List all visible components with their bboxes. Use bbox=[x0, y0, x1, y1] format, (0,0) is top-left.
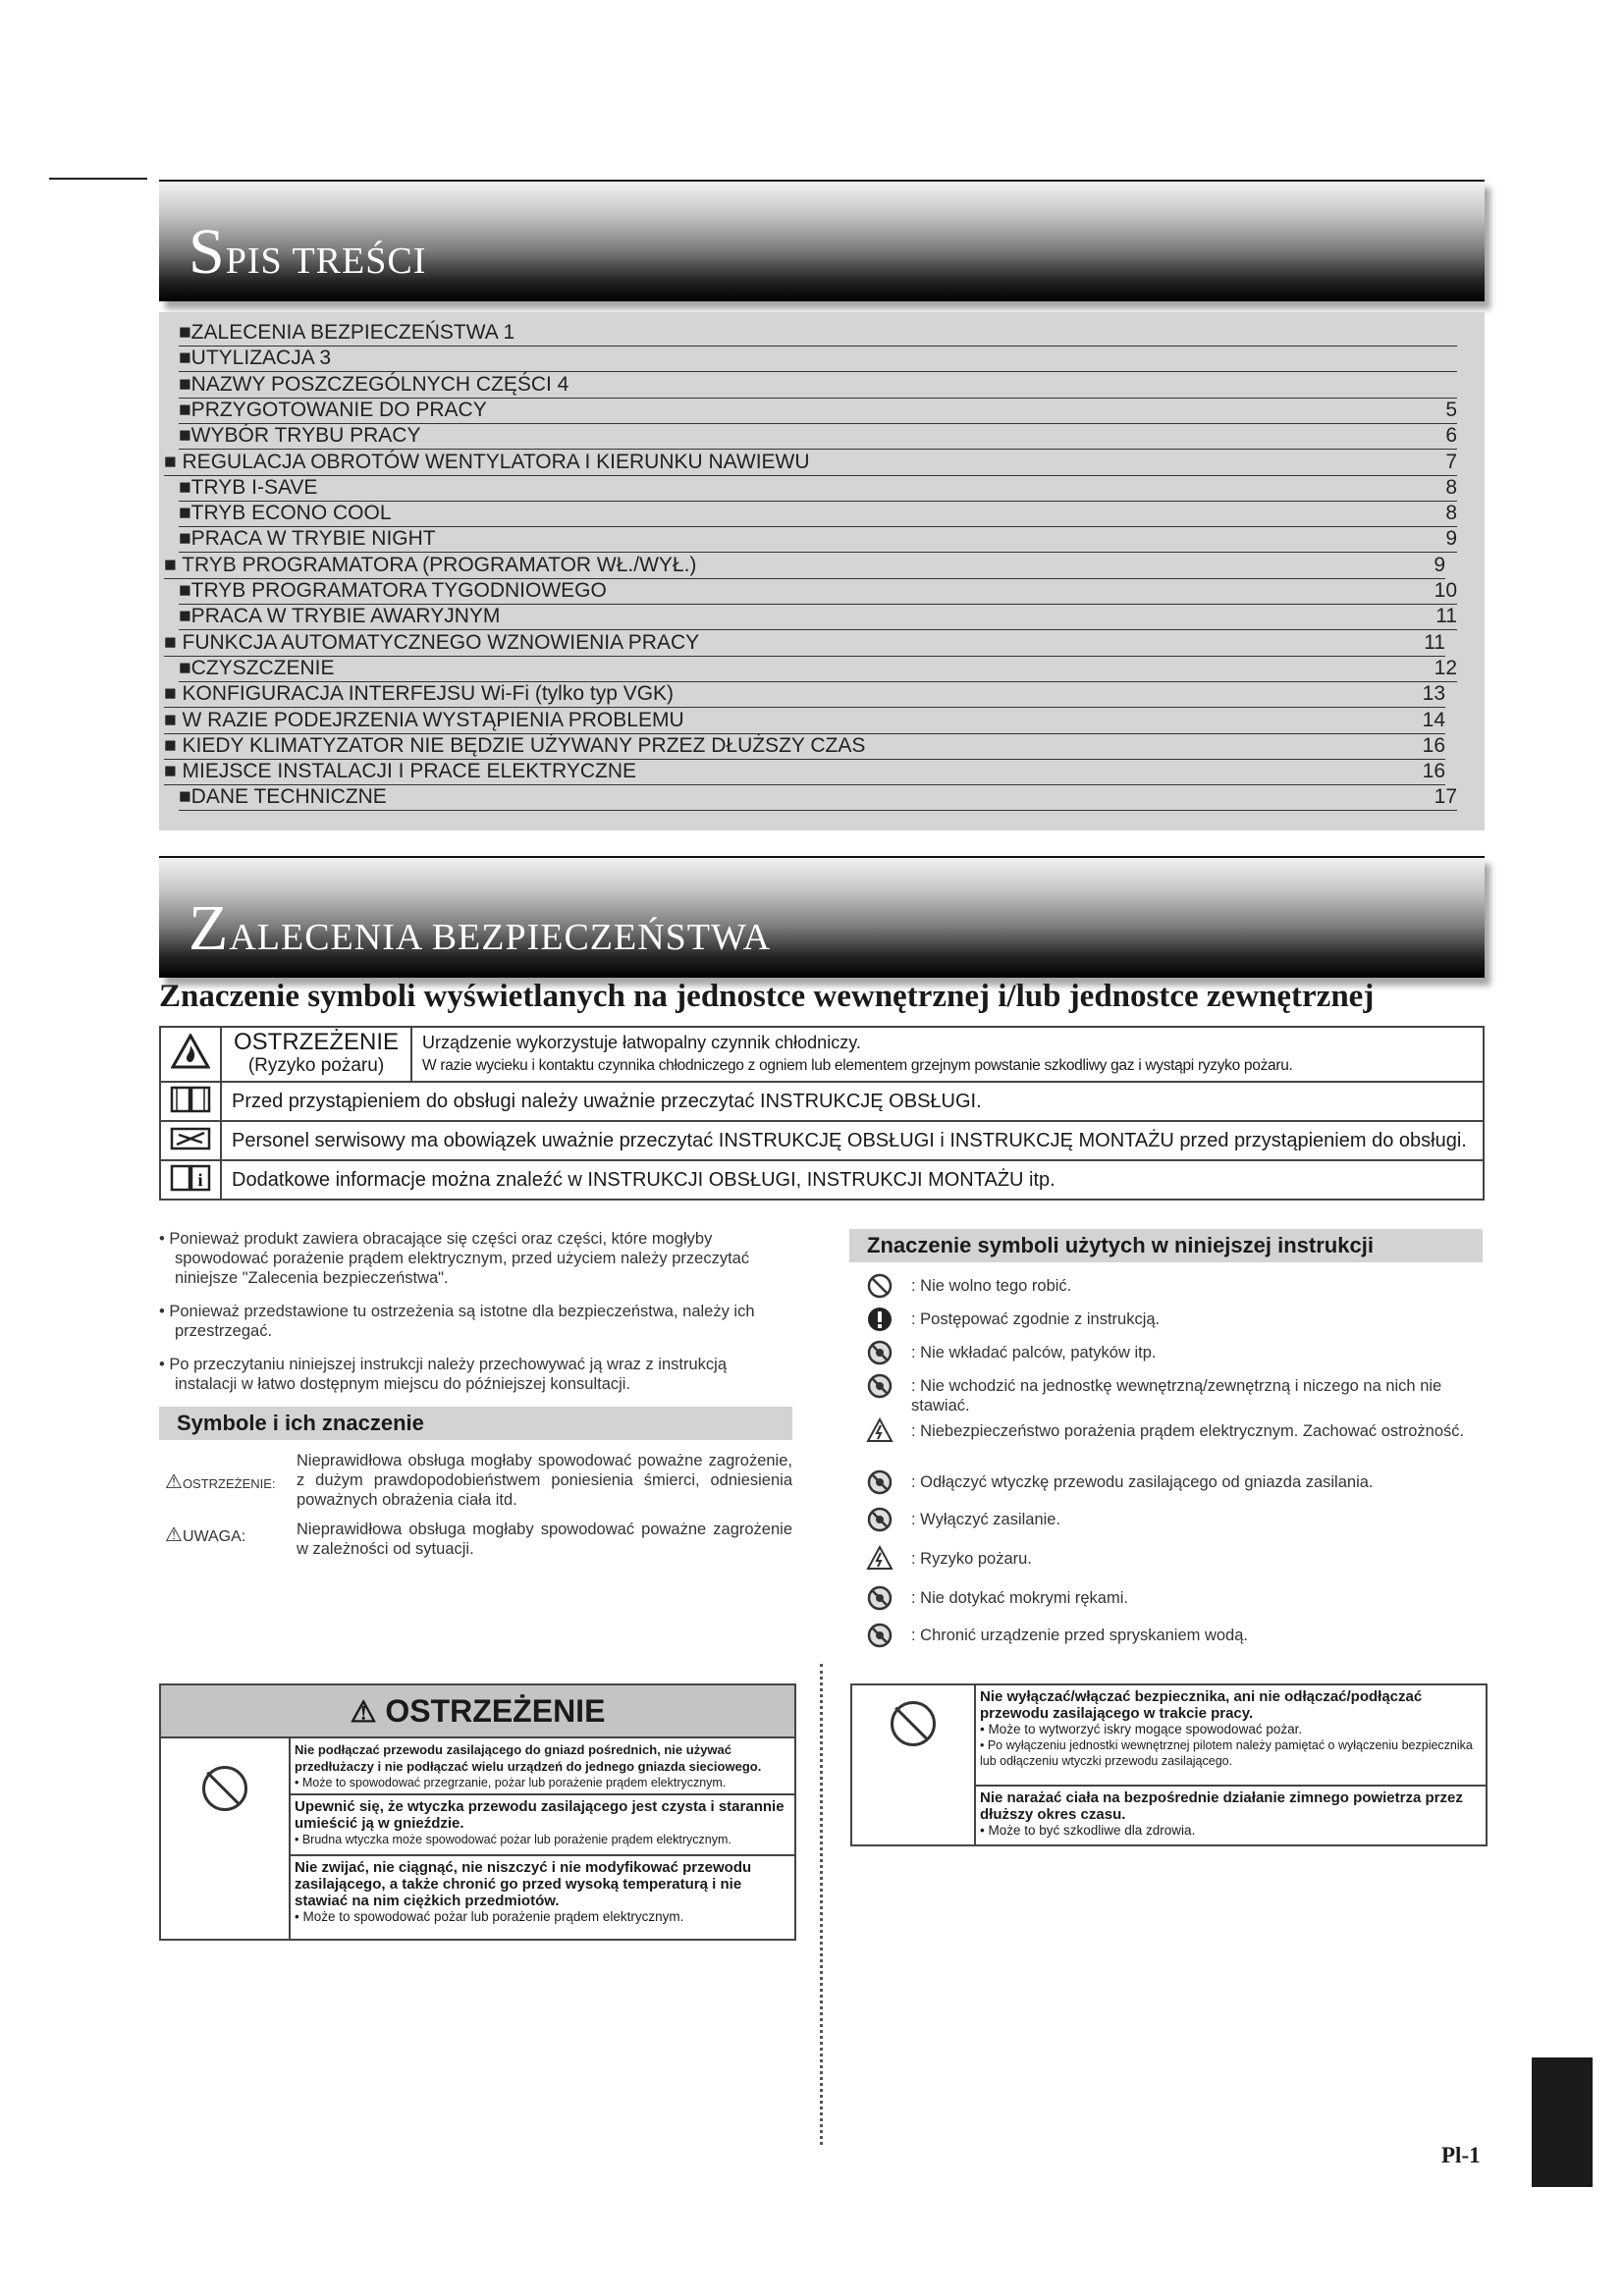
level-caution-text: Nieprawidłowa obsługa mogłaby spowodować poważne zagrożenie w zależności od sytuacji. bbox=[297, 1521, 792, 1558]
level-warning-text: Nieprawidłowa obsługa mogłaby spowodować poważne zagrożenie, z dużym prawdopodobieństwem poniesienia śmierci, odniesienia poważnych obrażenia ciała itd. bbox=[297, 1452, 792, 1509]
instr-symbol-text: : Postępować zgodnie z instrukcją. bbox=[911, 1310, 1161, 1328]
prohibited-icon-cell bbox=[161, 1738, 291, 1939]
toc-item-label: ■ KONFIGURACJA INTERFEJSU Wi-Fi (tylko typ VGK) bbox=[164, 682, 675, 706]
toc-item-page: 7 bbox=[1445, 450, 1457, 473]
toc-item-label: ■CZYSZCZENIE bbox=[179, 656, 335, 679]
manual-book-icon bbox=[160, 1082, 221, 1121]
power-off-icon bbox=[864, 1506, 895, 1537]
toc-item-page: 9 bbox=[1434, 553, 1445, 576]
warning-item: Upewnić się, że wtyczka przewodu zasilającego jest czysta i starannie umieścić ją w gnieździe. • Brudna wtyczka może spowodować pożar lub porażenie prądem elektrycznym. bbox=[295, 1798, 785, 1846]
warning-label-cell: OSTRZEŻENIE (Ryzyko pożaru) bbox=[221, 1027, 411, 1082]
instr-symbol-text: : Ryzyko pożaru. bbox=[911, 1550, 1032, 1568]
bullet-item: • Ponieważ przedstawione tu ostrzeżenia są istotne dla bezpieczeństwa, należy ich przestrzegać. bbox=[159, 1303, 755, 1340]
column-divider bbox=[820, 1664, 823, 2145]
safety-title: ZALECENIA BEZPIECZEŃSTWA bbox=[189, 892, 772, 964]
divider bbox=[289, 1793, 794, 1795]
level-warning-label: ⚠OSTRZEŻENIE: bbox=[165, 1471, 276, 1493]
warning-text-cell: Urządzenie wykorzystuje łatwopalny czynnik chłodniczy. W razie wycieku i kontaktu czynnika chłodniczego z ogniem lub elementem grzejnym powstanie szkodliwy gaz i wystąpi ryzyko pożaru. bbox=[411, 1027, 1484, 1082]
unplug-icon bbox=[864, 1468, 895, 1500]
toc-item[interactable] bbox=[179, 604, 1457, 630]
no-water-spray-icon bbox=[864, 1622, 895, 1653]
toc-title: SPIS TREŚCI bbox=[189, 216, 427, 288]
symbol-table bbox=[159, 1026, 1485, 1201]
warning-box-right bbox=[850, 1683, 1488, 1846]
toc-item-page: 9 bbox=[1445, 527, 1457, 551]
warning-triangle-icon: ⚠ bbox=[165, 1471, 183, 1493]
toc-item[interactable] bbox=[164, 681, 1445, 708]
fire-warning-icon bbox=[160, 1027, 221, 1082]
page-number: Pl-1 bbox=[1441, 2143, 1481, 2167]
toc-item-label: ■ W RAZIE PODEJRZENIA WYSTĄPIENIA PROBLEMU bbox=[164, 708, 684, 731]
instr-symbol-text: : Nie wolno tego robić. bbox=[911, 1277, 1072, 1295]
prohibited-icon bbox=[864, 1272, 895, 1304]
toc-item[interactable] bbox=[164, 733, 1445, 760]
instr-symbols-heading: Znaczenie symboli użytych w niniejszej instrukcji bbox=[849, 1229, 1483, 1262]
toc-item-label: ■WYBÓR TRYBU PRACY bbox=[179, 424, 421, 448]
toc-item[interactable] bbox=[179, 346, 1457, 372]
toc-item[interactable] bbox=[164, 553, 1445, 579]
info-book-icon bbox=[160, 1160, 221, 1200]
no-fingers-icon bbox=[864, 1339, 895, 1370]
no-wet-hands-icon bbox=[864, 1584, 895, 1616]
warning-item: Nie wyłączać/włączać bezpiecznika, ani nie odłączać/podłączać przewodu zasilającego w trakcie pracy. • Może to wytworzyć iskry mogące spowodować pożar. • Po wyłączeniu jednostki wewnętrznej pilotem należy pamiętać o wyłączeniu bezpiecznika lub odłączeniu wtyczki przewodu zasilającego. bbox=[980, 1688, 1473, 1768]
divider bbox=[974, 1785, 1486, 1787]
toc-item-label: ■ MIEJSCE INSTALACJI I PRACE ELEKTRYCZNE bbox=[164, 760, 637, 783]
symbols-subtitle: Znaczenie symboli wyświetlanych na jednostce wewnętrznej i/lub jednostce zewnętrznej bbox=[159, 979, 1375, 1014]
warning-item: Nie narażać ciała na bezpośrednie działanie zimnego powietrza przez dłuższy okres czasu. • Może to być szkodliwe dla zdrowia. bbox=[980, 1789, 1463, 1838]
service-manual-icon bbox=[160, 1121, 221, 1160]
toc-item-page: 11 bbox=[1435, 605, 1457, 628]
toc-item-label: ■ZALECENIA BEZPIECZEŃSTWA 1 bbox=[179, 321, 515, 344]
instr-symbol-text: : Niebezpieczeństwo porażenia prądem elektrycznym. Zachować ostrożność. bbox=[911, 1422, 1465, 1440]
toc-item[interactable] bbox=[179, 578, 1457, 605]
toc-item[interactable] bbox=[164, 759, 1445, 785]
toc-item-label: ■TRYB ECONO COOL bbox=[179, 502, 392, 525]
toc-banner bbox=[159, 180, 1485, 301]
instr-symbol-text: : Wyłączyć zasilanie. bbox=[911, 1511, 1061, 1528]
intro-bullets bbox=[159, 1229, 792, 1408]
toc-item[interactable] bbox=[179, 526, 1457, 553]
toc-item-label: ■UTYLIZACJA 3 bbox=[179, 347, 332, 370]
toc-item[interactable] bbox=[179, 320, 1457, 347]
no-climbing-icon bbox=[864, 1372, 895, 1404]
prohibited-icon-cell bbox=[852, 1685, 976, 1844]
warning-item: Nie podłączać przewodu zasilającego do gniazd pośrednich, nie używać przedłużaczy i nie podłączać wielu urządzeń do jednego gniazda sieciowego. • Może to spowodować przegrzanie, pożar lub porażenie prądem elektrycznym. bbox=[295, 1742, 762, 1789]
toc-item-page: 16 bbox=[1422, 760, 1445, 783]
toc-item[interactable] bbox=[179, 372, 1457, 399]
toc-item[interactable] bbox=[179, 398, 1457, 424]
language-tab bbox=[1532, 2057, 1593, 2187]
warning-box-left bbox=[159, 1683, 796, 1941]
row2-text: Przed przystąpieniem do obsługi należy uważnie przeczytać INSTRUKCJĘ OBSŁUGI. bbox=[221, 1082, 1484, 1121]
warning-item: Nie zwijać, nie ciągnąć, nie niszczyć i nie modyfikować przewodu zasilającego, a także chronić go przed wysoką temperaturą i nie stawiać na nim ciężkich przedmiotów. • Może to spowodować pożar lub porażenie prądem elektrycznym. bbox=[295, 1859, 752, 1924]
toc-panel bbox=[159, 312, 1485, 830]
toc-item[interactable] bbox=[179, 501, 1457, 527]
instr-symbol-text: : Nie dotykać mokrymi rękami. bbox=[911, 1589, 1128, 1607]
electric-shock-icon bbox=[864, 1417, 895, 1449]
toc-item-page: 10 bbox=[1434, 579, 1457, 602]
toc-item[interactable] bbox=[179, 423, 1457, 450]
top-rule bbox=[49, 178, 147, 180]
toc-item-page: 13 bbox=[1422, 682, 1445, 706]
toc-item-page: 6 bbox=[1445, 424, 1457, 448]
toc-item-label: ■DANE TECHNICZNE bbox=[179, 785, 387, 809]
safety-banner bbox=[159, 856, 1485, 978]
toc-item-label: ■PRACA W TRYBIE AWARYJNYM bbox=[179, 605, 501, 628]
svg-text:i: i bbox=[197, 1170, 203, 1190]
mandatory-icon bbox=[864, 1306, 895, 1337]
toc-item[interactable] bbox=[179, 475, 1457, 502]
instr-symbol-text: : Chronić urządzenie przed spryskaniem wodą. bbox=[911, 1627, 1248, 1644]
toc-item-label: ■ FUNKCJA AUTOMATYCZNEGO WZNOWIENIA PRACY bbox=[164, 630, 700, 654]
toc-item-page: 16 bbox=[1422, 733, 1445, 757]
divider bbox=[289, 1854, 794, 1856]
toc-item-label: ■PRZYGOTOWANIE DO PRACY bbox=[179, 398, 487, 421]
toc-item-page: 11 bbox=[1424, 630, 1445, 654]
fire-risk-icon bbox=[864, 1545, 895, 1576]
toc-item[interactable] bbox=[164, 450, 1457, 476]
toc-item-page: 17 bbox=[1434, 785, 1457, 809]
toc-item-label: ■PRACA W TRYBIE NIGHT bbox=[179, 527, 436, 551]
warning-triangle-icon: ⚠ bbox=[350, 1696, 377, 1729]
bullet-item: • Ponieważ produkt zawiera obracające się części oraz części, które mogłyby spowodować porażenie prądem elektrycznym, przed użyciem należy przeczytać niniejsze "Zalecenia bezpieczeństwa". bbox=[159, 1230, 750, 1287]
warning-box-heading: ⚠ OSTRZEŻENIE bbox=[161, 1685, 794, 1738]
toc-item-page: 8 bbox=[1445, 475, 1457, 499]
prohibited-icon bbox=[202, 1766, 247, 1811]
level-caution-label: ⚠UWAGA: bbox=[165, 1524, 246, 1546]
toc-item-label: ■TRYB PROGRAMATORA TYGODNIOWEGO bbox=[179, 579, 607, 602]
caution-triangle-icon: ⚠ bbox=[165, 1524, 183, 1546]
toc-item-page: 12 bbox=[1434, 656, 1457, 679]
toc-item-page: 5 bbox=[1445, 398, 1457, 421]
toc-item-label: ■TRYB I-SAVE bbox=[179, 475, 318, 499]
symbols-heading: Symbole i ich znaczenie bbox=[159, 1407, 792, 1440]
toc-item[interactable] bbox=[164, 630, 1445, 657]
row3-text: Personel serwisowy ma obowiązek uważnie przeczytać INSTRUKCJĘ OBSŁUGI i INSTRUKCJĘ MONTAŻU przed przystąpieniem do obsługi. bbox=[221, 1121, 1484, 1160]
prohibited-icon bbox=[891, 1701, 936, 1746]
toc-item-page: 8 bbox=[1445, 502, 1457, 525]
instr-symbol-text: : Nie wchodzić na jednostkę wewnętrzną/zewnętrzną i niczego na nich nie stawiać. bbox=[911, 1377, 1442, 1415]
toc-item-label: ■NAZWY POSZCZEGÓLNYCH CZĘŚCI 4 bbox=[179, 372, 569, 396]
toc-item-label: ■ REGULACJA OBROTÓW WENTYLATORA I KIERUNKU NAWIEWU bbox=[164, 450, 810, 473]
toc-item-page: 14 bbox=[1422, 708, 1445, 731]
toc-item[interactable] bbox=[164, 708, 1445, 734]
toc-item-label: ■ KIEDY KLIMATYZATOR NIE BĘDZIE UŻYWANY PRZEZ DŁUŻSZY CZAS bbox=[164, 733, 866, 757]
toc-item[interactable] bbox=[179, 656, 1457, 682]
instr-symbol-text: : Odłączyć wtyczkę przewodu zasilającego od gniazda zasilania. bbox=[911, 1473, 1374, 1491]
bullet-item: • Po przeczytaniu niniejszej instrukcji należy przechowywać ją wraz z instrukcją instalacji w łatwo dostępnym miejscu do późniejszej konsultacji. bbox=[159, 1356, 727, 1393]
level-definitions bbox=[159, 1451, 792, 1578]
toc-item-label: ■ TRYB PROGRAMATORA (PROGRAMATOR WŁ./WYŁ.) bbox=[164, 553, 697, 576]
instr-symbol-list bbox=[864, 1276, 1483, 1669]
row4-text: Dodatkowe informacje można znaleźć w INSTRUKCJI OBSŁUGI, INSTRUKCJI MONTAŻU itp. bbox=[221, 1160, 1484, 1200]
toc-item[interactable] bbox=[179, 784, 1457, 811]
instr-symbol-text: : Nie wkładać palców, patyków itp. bbox=[911, 1344, 1157, 1362]
